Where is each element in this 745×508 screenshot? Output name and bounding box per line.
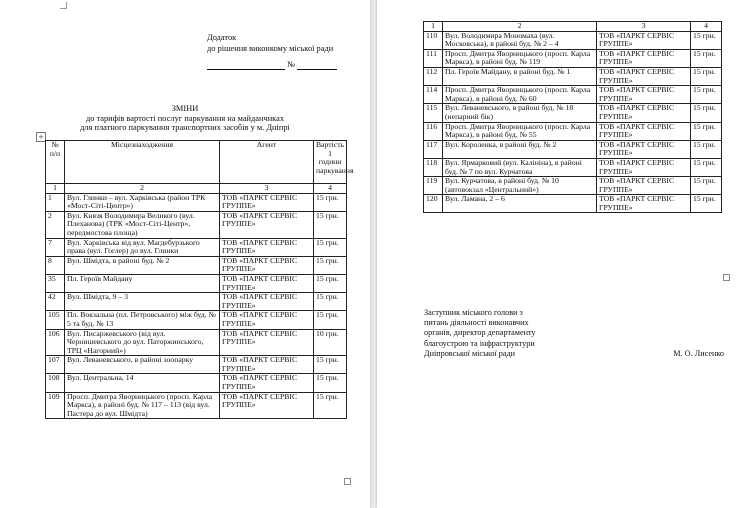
row-number-cell: 2 [46,211,65,238]
agent-cell: ТОВ «ПАРКТ СЕРВІС ГРУППЕ» [597,158,691,176]
table-resize-handle-icon[interactable] [723,274,730,281]
price-cell: 15 грн. [314,392,347,419]
agent-cell: ТОВ «ПАРКТ СЕРВІС ГРУППЕ» [597,104,691,122]
row-number-cell: 114 [424,86,443,104]
row-number-cell: 7 [46,238,65,256]
document-page-left [0,0,370,508]
signer-title-line: органів, директор департаменту [424,328,536,338]
agent-cell: ТОВ «ПАРКТ СЕРВІС ГРУППЕ» [220,329,314,356]
table-row [424,67,722,85]
signature-block [424,308,724,359]
agent-cell: ТОВ «ПАРКТ СЕРВІС ГРУППЕ» [597,67,691,85]
table-row [46,356,347,374]
agent-cell: ТОВ «ПАРКТ СЕРВІС ГРУППЕ» [597,122,691,140]
location-cell: Вул. Курчатова, в районі буд. № 10 (автовокзал «Центральний») [443,177,597,195]
title-line: до тарифів вартості послуг паркування на майданчиках [85,113,285,123]
agent-cell: ТОВ «ПАРКТ СЕРВІС ГРУППЕ» [220,311,314,329]
location-cell: Просп. Дмитра Яворницького (просп. Карла Маркса), в районі буд. № 55 [443,122,597,140]
price-cell: 15 грн. [691,67,722,85]
col-number-header: № п/п [46,141,65,184]
location-cell: Вул. Ламана, 2 – 6 [443,195,597,213]
tariff-table-left [45,140,354,419]
row-number-cell: 118 [424,158,443,176]
signer-title-line: Заступник міського голови з [424,308,523,317]
price-cell: 15 грн. [691,49,722,67]
table-row [424,86,722,104]
row-number-cell: 117 [424,140,443,158]
row-number-cell: 8 [46,256,65,274]
date-blank [207,60,285,70]
number-sign: № [287,60,296,69]
signer-title-line: питань діяльності виконавчих [424,318,529,328]
price-cell: 15 грн. [314,211,347,238]
table-column-numbers-row [46,184,347,194]
table-row [424,158,722,176]
table-row [424,122,722,140]
table-row [46,293,347,311]
page-corner-mark [60,2,67,9]
location-cell: Вул. Ярмарковий (вул. Калініна), в районі буд. № 7 по вул. Курчатова [443,158,597,176]
price-cell: 15 грн. [314,293,347,311]
col-number: 3 [220,184,314,194]
decision-number-line [207,60,337,70]
tariff-table-right [423,21,722,213]
row-number-cell: 110 [424,31,443,49]
agent-cell: ТОВ «ПАРКТ СЕРВІС ГРУППЕ» [220,356,314,374]
price-cell: 15 грн. [314,374,347,392]
document-page-right [377,0,745,508]
row-number-cell: 108 [46,374,65,392]
title-heading: ЗМІНИ [171,104,199,113]
table-row [46,211,347,238]
location-cell: Пл. Героїв Майдану, в районі буд. № 1 [443,67,597,85]
price-cell: 15 грн. [691,195,722,213]
agent-cell: ТОВ «ПАРКТ СЕРВІС ГРУППЕ» [220,274,314,292]
document-title [40,104,330,133]
table-column-numbers-row [424,22,722,32]
row-number-cell: 111 [424,49,443,67]
table-row [424,140,722,158]
title-line: для платного паркування транспортних засобів у м. Дніпрі [80,123,290,132]
table-row [46,238,347,256]
location-cell: Вул. Центральна, 14 [65,374,220,392]
signer-name: М. О. Лисенко [673,348,724,358]
number-blank [297,60,337,70]
location-cell: Просп. Дмитра Яворницького (просп. Карла Маркса), в районі буд. № 60 [443,86,597,104]
agent-cell: ТОВ «ПАРКТ СЕРВІС ГРУППЕ» [220,256,314,274]
agent-cell: ТОВ «ПАРКТ СЕРВІС ГРУППЕ» [220,293,314,311]
addendum-line: Додаток [207,33,237,42]
agent-cell: ТОВ «ПАРКТ СЕРВІС ГРУППЕ» [597,86,691,104]
location-cell: Вул. Шмідта, 9 – 3 [65,293,220,311]
signer-title-line: Дніпровської міської ради [424,348,516,358]
col-number: 1 [424,22,443,32]
col-number: 4 [314,184,347,194]
table-row [424,104,722,122]
price-cell: 15 грн. [314,356,347,374]
price-cell: 15 грн. [314,311,347,329]
row-number-cell: 42 [46,293,65,311]
agent-cell: ТОВ «ПАРКТ СЕРВІС ГРУППЕ» [220,392,314,419]
agent-cell: ТОВ «ПАРКТ СЕРВІС ГРУППЕ» [597,49,691,67]
table-row [424,49,722,67]
table-row [46,193,347,211]
agent-cell: ТОВ «ПАРКТ СЕРВІС ГРУППЕ» [597,31,691,49]
price-cell: 15 грн. [314,256,347,274]
price-cell: 15 грн. [691,122,722,140]
location-cell: Вул. Леваневського, в районі зоопарку [65,356,220,374]
price-cell: 15 грн. [691,86,722,104]
location-cell: Вул. Харківська від вул. Магдебурзького права (вул. Гоглер) до вул. Глинки [65,238,220,256]
addendum-line: до рішення виконкому міської ради [207,44,334,53]
agent-cell: ТОВ «ПАРКТ СЕРВІС ГРУППЕ» [597,140,691,158]
price-cell: 15 грн. [691,140,722,158]
col-number: 2 [65,184,220,194]
row-number-cell: 115 [424,104,443,122]
location-cell: Вул. Леваневського, в районі буд. № 18 (непарний бік) [443,104,597,122]
location-cell: Вул. Короленка, в районі буд. № 2 [443,140,597,158]
row-number-cell: 120 [424,195,443,213]
table-row [46,329,347,356]
row-number-cell: 109 [46,392,65,419]
price-cell: 10 грн. [314,329,347,356]
location-cell: Просп. Дмитра Яворницького (просп. Карла Маркса), в районі буд. № 117 – 113 (від вул. Пастера до вул. Шмідта) [65,392,220,419]
table-resize-handle-icon[interactable] [344,478,351,485]
price-cell: 15 грн. [314,193,347,211]
table-row [424,195,722,213]
agent-cell: ТОВ «ПАРКТ СЕРВІС ГРУППЕ» [220,193,314,211]
col-price-header: Вартість 1 години паркування [314,141,347,184]
table-row [46,274,347,292]
signer-title-line: благоустрою та інфраструктури [424,338,535,348]
price-cell: 15 грн. [314,238,347,256]
row-number-cell: 105 [46,311,65,329]
location-cell: Вул. Писаржевського (від вул. Чернишевського до вул. Паторжинського, ТРЦ «Нагорний») [65,329,220,356]
col-number: 3 [597,22,691,32]
row-number-cell: 106 [46,329,65,356]
price-cell: 15 грн. [691,158,722,176]
agent-cell: ТОВ «ПАРКТ СЕРВІС ГРУППЕ» [597,195,691,213]
row-number-cell: 1 [46,193,65,211]
table-row [424,177,722,195]
row-number-cell: 35 [46,274,65,292]
col-location-header: Місцезнаходження [65,141,220,184]
col-number: 4 [691,22,722,32]
agent-cell: ТОВ «ПАРКТ СЕРВІС ГРУППЕ» [597,177,691,195]
location-cell: Вул. Володимира Мономаха (вул. Московська), в районі буд. № 2 – 4 [443,31,597,49]
row-number-cell: 119 [424,177,443,195]
table-row [46,256,347,274]
agent-cell: ТОВ «ПАРКТ СЕРВІС ГРУППЕ» [220,238,314,256]
agent-cell: ТОВ «ПАРКТ СЕРВІС ГРУППЕ» [220,211,314,238]
table-header-row [46,141,347,184]
row-number-cell: 116 [424,122,443,140]
agent-cell: ТОВ «ПАРКТ СЕРВІС ГРУППЕ» [220,374,314,392]
location-cell: Вул. Шмідта, в районі буд. № 2 [65,256,220,274]
location-cell: Пл. Героїв Майдану [65,274,220,292]
col-number: 1 [46,184,65,194]
table-row [46,311,347,329]
location-cell: Вул. Глинки – вул. Харківська (район ТРК «Мост-Сіті-Центр») [65,193,220,211]
table-row [46,374,347,392]
addendum-block [207,32,333,54]
price-cell: 15 грн. [691,177,722,195]
col-agent-header: Агент [220,141,314,184]
row-number-cell: 107 [46,356,65,374]
location-cell: Просп. Дмитра Яворницького (просп. Карла Маркса), в районі буд. № 119 [443,49,597,67]
location-cell: Вул. Князя Володимира Великого (вул. Плеханова) (ТРК «Мост-Сіті-Центр», передмостова площа) [65,211,220,238]
price-cell: 15 грн. [691,31,722,49]
row-number-cell: 112 [424,67,443,85]
table-row [46,392,347,419]
table-move-handle-icon[interactable]: + [36,132,46,142]
price-cell: 15 грн. [314,274,347,292]
location-cell: Пл. Вокзальна (пл. Петровського) між буд. № 5 та буд. № 13 [65,311,220,329]
col-number: 2 [443,22,597,32]
price-cell: 15 грн. [691,104,722,122]
table-row [424,31,722,49]
